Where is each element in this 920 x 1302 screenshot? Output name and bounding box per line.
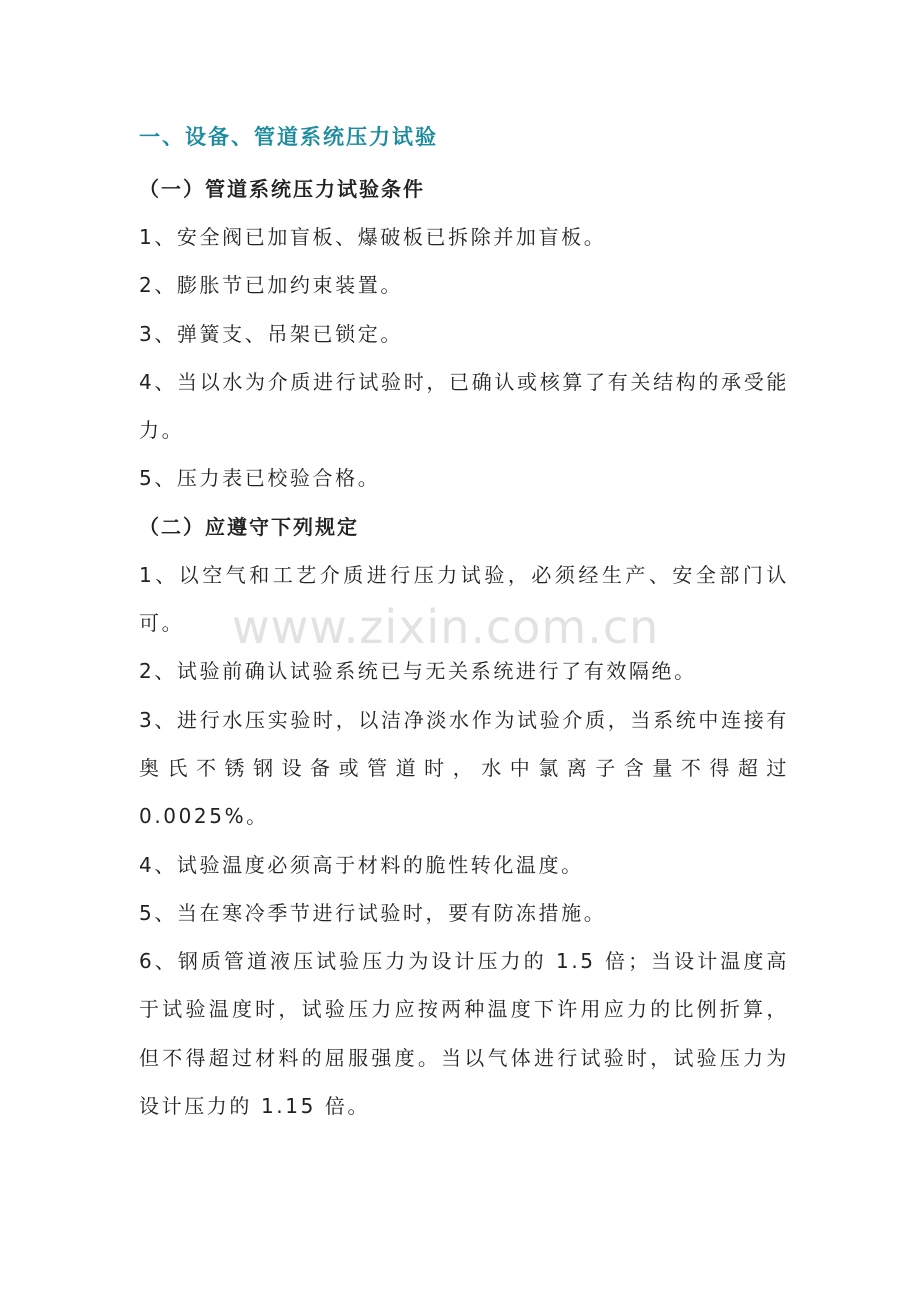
list-item: 4、试验温度必须高于材料的脆性转化温度。 bbox=[139, 852, 584, 877]
watermark: www.zixin.com.cn bbox=[232, 600, 660, 654]
document-page bbox=[139, 117, 789, 1130]
list-item: 1、安全阀已加盲板、爆破板已拆除并加盲板。 bbox=[139, 225, 607, 249]
list-item: 6、钢质管道液压试验压力为设计压力的 1.5 倍；当设计温度高于试验温度时，试验压力应按两种温度下许用应力的比例折算，但不得超过材料的屈服强度。当以气体进行试验时，试验压力为设计压力的 1.15 倍。 bbox=[139, 949, 789, 1119]
subsection-title-1: （一）管道系统压力试验条件 bbox=[139, 177, 425, 201]
list-item: 5、当在寒冷季节进行试验时，要有防冻措施。 bbox=[139, 900, 607, 925]
subsection-title-2: （二）应遵守下列规定 bbox=[139, 514, 359, 539]
list-item: 5、压力表已校验合格。 bbox=[139, 466, 381, 491]
list-item: 1、以空气和工艺介质进行压力试验，必须经生产、安全部门认可。 bbox=[139, 562, 789, 636]
list-item: 2、膨胀节已加约束装置。 bbox=[139, 273, 403, 298]
list-item: 3、进行水压实验时，以洁净淡水作为试验介质，当系统中连接有奥氏不锈钢设备或管道时，水中氯离子含量不得超过 0.0025%。 bbox=[139, 707, 789, 829]
section-heading: 一、设备、管道系统压力试验 bbox=[139, 125, 438, 149]
list-item: 2、试验前确认试验系统已与无关系统进行了有效隔绝。 bbox=[139, 659, 697, 684]
list-item: 4、当以水为介质进行试验时，已确认或核算了有关结构的承受能力。 bbox=[139, 369, 789, 443]
list-item: 3、弹簧支、吊架已锁定。 bbox=[139, 321, 403, 346]
